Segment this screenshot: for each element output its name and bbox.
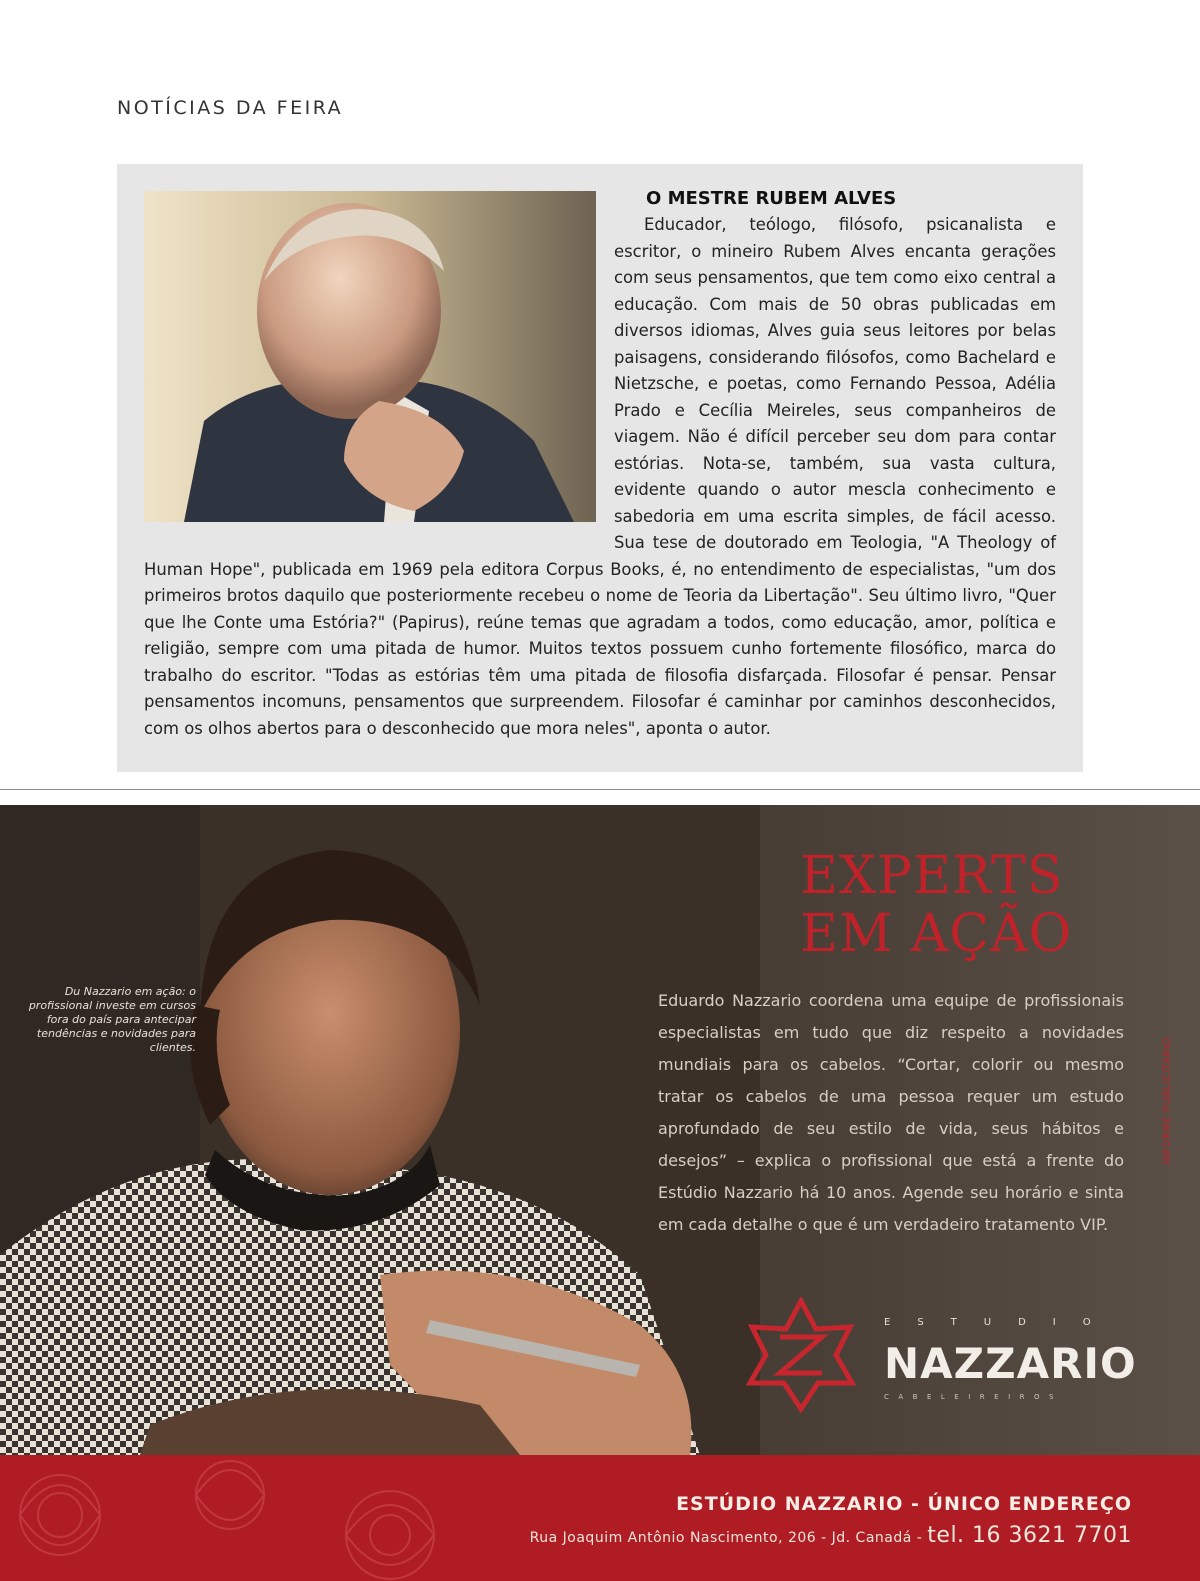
section-header: NOTÍCIAS DA FEIRA (117, 97, 344, 119)
ad-photo (0, 805, 760, 1455)
ad-photo-caption: Du Nazzario em ação: o profissional investe em cursos fora do país para antecipar tendências e novidades para clientes. (28, 985, 196, 1054)
ad-headline-line1: EXPERTS (800, 846, 1064, 906)
hairdresser-illustration (0, 805, 760, 1455)
advertisement (0, 805, 1200, 1455)
nazzario-logo-icon (740, 1297, 862, 1413)
logo-subtitle: CABELEIREIROS (884, 1393, 1063, 1401)
ad-headline-line2: EM AÇÃO (800, 904, 1073, 964)
footer-address: Rua Joaquim Antônio Nascimento, 206 - Jd. Canadá - (529, 1530, 928, 1546)
logo-brand-name: NAZZARIO (884, 1339, 1137, 1388)
section-divider (0, 789, 1200, 790)
ad-headline (800, 847, 1160, 963)
footer-phone: tel. 16 3621 7701 (927, 1523, 1132, 1548)
ad-side-label: INFORME PUBLICITÁRIO (1162, 1037, 1173, 1165)
logo-estudio-label: ESTUDIO (884, 1317, 1118, 1328)
article-text: Educador, teólogo, filósofo, psicanalista e escritor, o mineiro Rubem Alves encanta gerações com seus pensamentos, que tem como eixo central a educação. Com mais de 50 obras publicadas em diversos idiomas, Alves guia seus leitores por belas paisagens, considerando filósofos, como Bachelard e Nietzsche, e poetas, como Fernando Pessoa, Adélia Prado e Cecília Meireles, seus companheiros de viagem. Não é difícil perceber seu dom para contar estórias. Nota-se, também, sua vasta cultura, evidente quando o autor mescla conhecimento e sabedoria em uma escrita simples, de fácil acesso. Sua tese de doutorado em Teologia, "A Theology of Human Hope", publicada em 1969 pela editora Corpus Books, é, no entendimento de especialistas, "um dos primeiros brotos daquilo que posteriormente recebeu o nome de Teoria da Libertação". Seu último livro, "Quer que lhe Conte uma Estória?" (Papirus), reúne temas que agradam a todos, como educação, amor, política e religião, sempre com uma pitada de humor. Muitos textos possuem cunho fortemente filosófico, marca do trabalho do escritor. "Todas as estórias têm uma pitada de filosofia disfarçada. Filosofar é pensar. Pensar pensamentos incomuns, pensamentos que surpreendem. Filosofar é caminhar por caminhos desconhecidos, com os olhos abertos para o desconhecido que mora neles", aponta o autor. (144, 215, 1056, 738)
floral-pattern-icon (0, 1455, 1200, 1581)
article-title: O MESTRE RUBEM ALVES (646, 188, 897, 209)
footer-contact (530, 1523, 1132, 1548)
footer-title: ESTÚDIO NAZZARIO - ÚNICO ENDEREÇO (676, 1493, 1132, 1515)
ad-footer-banner (0, 1455, 1200, 1581)
article-body (144, 212, 1056, 742)
article-box (117, 164, 1083, 772)
ad-body-text: Eduardo Nazzario coordena uma equipe de profissionais especialistas em tudo que diz respeito a novidades mundiais para os cabelos. “Cortar, colorir ou mesmo tratar os cabelos de uma pessoa requer um estudo aprofundado de seu estilo de vida, seus hábitos e desejos” – explica o profissional que está a frente do Estúdio Nazzario há 10 anos. Agende seu horário e sinta em cada detalhe o que é um verdadeiro tratamento VIP. (658, 991, 1124, 1234)
